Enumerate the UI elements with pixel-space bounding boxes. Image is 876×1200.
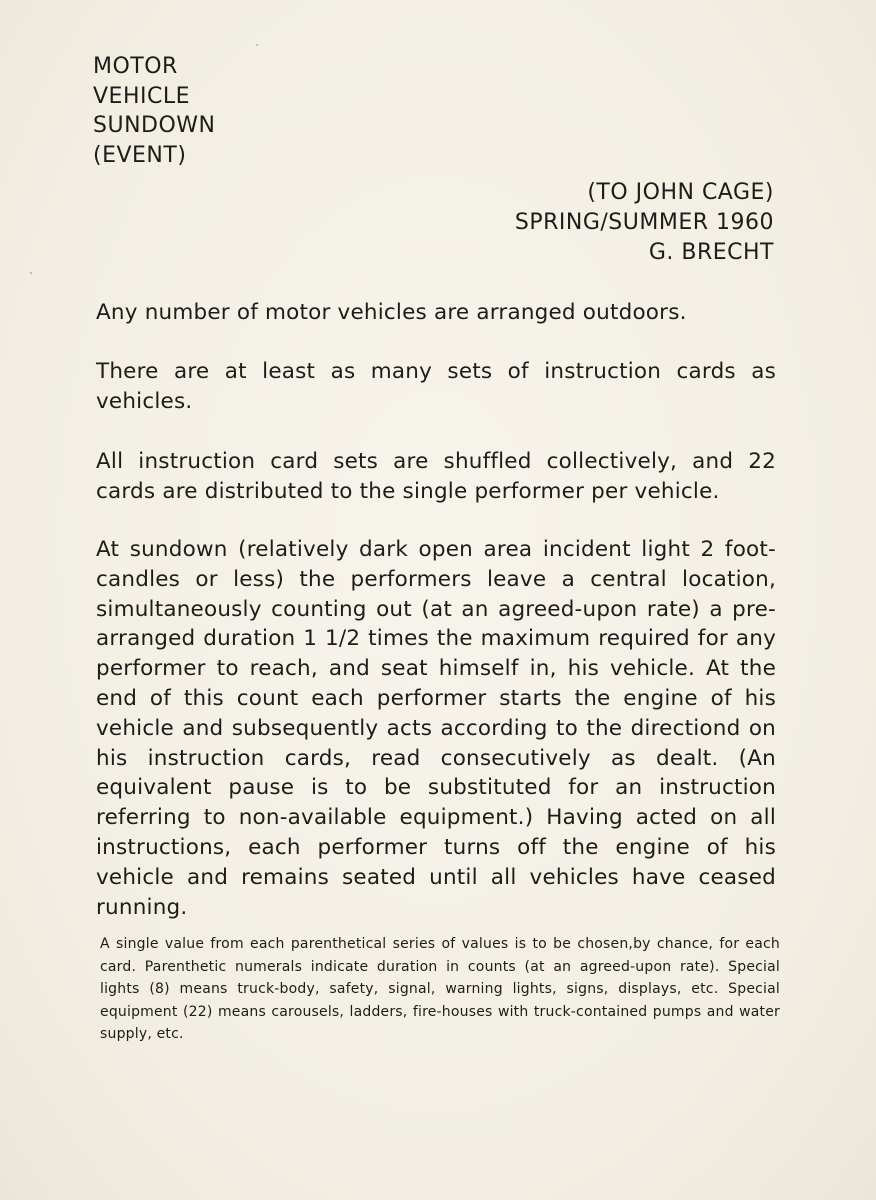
document-title <box>93 52 216 170</box>
footnote: A single value from each parenthetical series of values is to be chosen,by chance, for each card. Parenthetic numerals indicate duration in counts (at an agreed-upon rate). Special lights (8) means truck-body, safety, signal, warning lights, signs, displays, etc. Special equipment (22) means carousels, ladders, fire-houses with truck-contained pumps and water supply, etc. <box>100 936 780 1042</box>
paragraph-4: At sundown (relatively dark open area incident light 2 foot-candles or less) the performers leave a central location, simultaneously counting out (at an agreed-upon rate) a pre-arranged duration 1 1/2 times the maximum required for any performer to reach, and seat himself in, his vehicle. At the end of this count each performer starts the engine of his vehicle and subsequently acts according to the directiond on his instruction cards, read consecutively as dealt. (An equivalent pause is to be substituted for an instruction referring to non-available equipment.) Having acted on all instructions, each performer turns off the engine of his vehicle and remains seated until all vehicles have ceased running. <box>96 537 776 920</box>
paper-speck <box>256 44 258 46</box>
title-line-4: (EVENT) <box>93 142 187 168</box>
title-line-1: MOTOR <box>93 54 178 79</box>
paragraph-3: All instruction card sets are shuffled collectively, and 22 cards are distributed to the single performer per vehicle. <box>96 449 776 504</box>
dedication-author: G. BRECHT <box>648 240 774 265</box>
dedication-to: (TO JOHN CAGE) <box>587 180 774 205</box>
title-line-3: SUNDOWN <box>93 113 216 138</box>
dedication-date: SPRING/SUMMER 1960 <box>514 210 774 235</box>
title-line-2: VEHICLE <box>93 83 190 109</box>
dedication-block <box>515 178 774 268</box>
paragraph-2: There are at least as many sets of instruction cards as vehicles. <box>96 359 776 414</box>
paragraph-1: Any number of motor vehicles are arranged outdoors. <box>96 300 687 325</box>
paper-speck <box>30 272 32 274</box>
